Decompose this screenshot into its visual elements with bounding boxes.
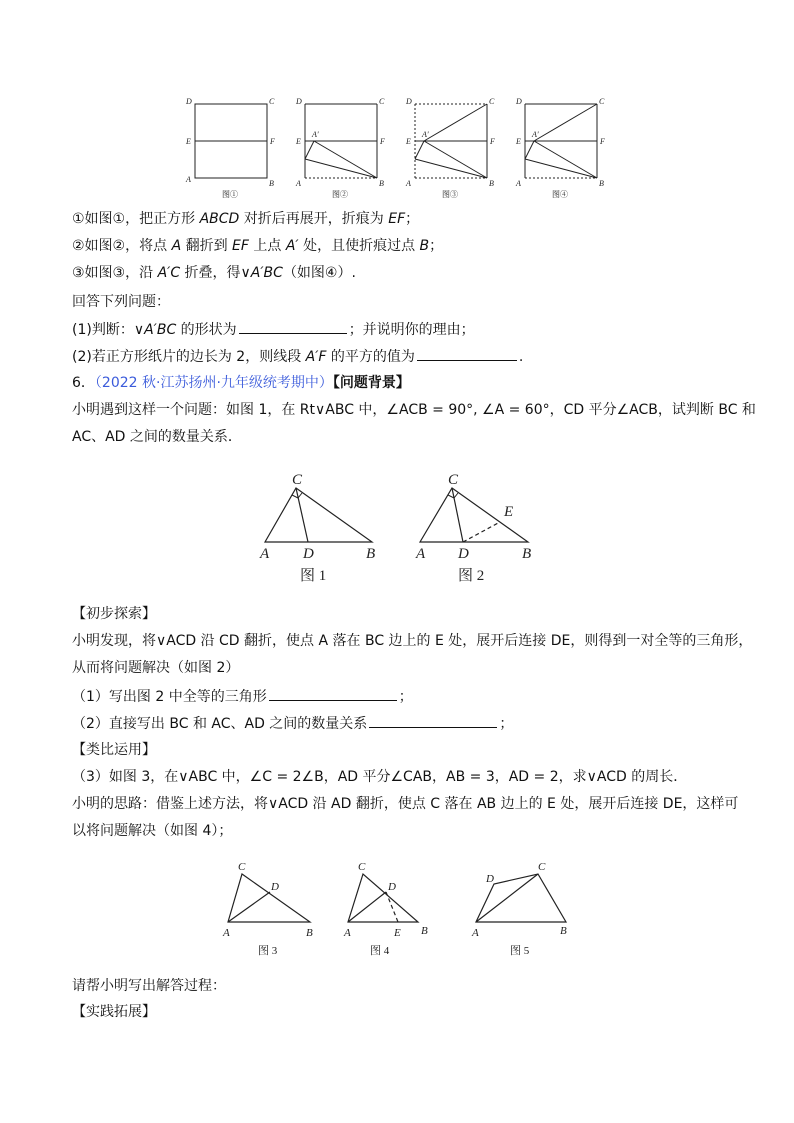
help-text: 请帮小明写出解答过程： (72, 978, 226, 994)
step-2-text-e: 上点 (248, 238, 286, 254)
explore-tag-text: 【初步探索】 (72, 606, 156, 622)
fig-1-triangle (265, 488, 372, 542)
q2-text-b: A′F (305, 349, 327, 365)
fig4-label-b: B (599, 179, 604, 188)
step-3-text-e: （如图④）. (282, 265, 356, 281)
fig1-label-d: D (186, 97, 192, 106)
step-1-text-a: ①如图①，把正方形 (72, 211, 200, 227)
fig-4-label-d: D (388, 881, 396, 893)
analogy-para-3 (72, 821, 232, 841)
practice-tag (72, 1002, 156, 1022)
analogy-para-2-text: 小明的思路：借鉴上述方法，将∨ACD 沿 AD 翻折，使点 C 落在 AB 边上的 E 处，展开后连接 DE，这样可 (72, 796, 739, 812)
fig1-label-a: A (186, 175, 191, 184)
explore-para-2 (72, 658, 239, 678)
fig3-label-a: A (406, 179, 411, 188)
step-2-text-c: 翻折到 (181, 238, 233, 254)
fig-2-label-c: C (448, 472, 459, 488)
square-folding-figures (180, 94, 610, 204)
fig-1-label-c: C (292, 472, 303, 488)
fig-1-bisector (296, 488, 308, 542)
fig-1-label-b: B (366, 546, 376, 562)
step-1-text-d: EF (388, 211, 406, 227)
step-3-text-c: 折叠，得 (180, 265, 241, 281)
fig-2-bisector (452, 488, 463, 542)
explore-para-1 (72, 631, 752, 651)
fig-5-caption: 图 5 (510, 945, 530, 957)
problem-6-header (72, 373, 410, 393)
step-2-text-g: 处，且使折痕过点 (298, 238, 420, 254)
problem-6-para-1-text: 小明遇到这样一个问题：如图 1，在 Rt∨ABC 中，∠ACB = 90°, ∠A = 60°，CD 平分∠ACB，试判断 BC 和 (72, 402, 756, 418)
fig4-label-a: A (516, 179, 521, 188)
fig-3-label-a: A (223, 927, 230, 939)
explore-tag (72, 604, 156, 624)
problem-6-source: （2022 秋·江苏扬州·九年级统考期中） (94, 375, 333, 391)
fig1-label-b: B (269, 179, 274, 188)
fig-4-label-a: A (344, 927, 351, 939)
fig4-label-a-prime: A′ (532, 130, 539, 139)
q1-text-a: (1)判断： (72, 322, 134, 338)
step-3-text-a: ③如图③，沿 (72, 265, 158, 281)
explore-q2 (72, 713, 513, 734)
explore-q1 (72, 686, 413, 707)
questions-intro-text: 回答下列问题： (72, 294, 170, 310)
fig4-label-e: E (516, 137, 521, 146)
fig2-label-a: A (296, 179, 301, 188)
step-1-text-c: 对折后再展开，折痕为 (239, 211, 389, 227)
step-2-text-d: EF (232, 238, 249, 254)
fig-3-label-d: D (271, 881, 279, 893)
problem-6-para-2-text: AC、AD 之间的数量关系． (72, 429, 242, 445)
step-2 (72, 236, 443, 256)
fig2-label-f: F (380, 137, 385, 146)
q2-text-c: 的平方的值为 (326, 349, 415, 365)
fig-4-label-c: C (358, 861, 366, 873)
fig1-label-f: F (270, 137, 275, 146)
fig-4-fold-line (386, 892, 398, 922)
step-2-text-f: A′ (285, 238, 299, 254)
step-3-text-d: ∨A′BC (240, 265, 283, 281)
step-1-text-b: ABCD (199, 211, 240, 227)
fig2-label-b: B (379, 179, 384, 188)
fig2-label-c: C (379, 97, 385, 106)
step-2-text-a: ②如图②，将点 (72, 238, 172, 254)
explore-q2-text: （2）直接写出 BC 和 AC、AD 之间的数量关系 (72, 716, 368, 732)
fig-4-caption: 图 4 (370, 945, 390, 957)
analogy-q3 (72, 767, 687, 787)
fig-5-label-d: D (486, 873, 494, 885)
problem-6-para-2 (72, 427, 242, 447)
fig3-label-e: E (406, 137, 411, 146)
analogy-para-2 (72, 794, 738, 814)
explore-para-1-text: 小明发现，将∨ACD 沿 CD 翻折，使点 A 落在 BC 边上的 E 处，展开后连接 DE，则得到一对全等的三角形， (72, 633, 753, 649)
triangle-figures-3-4-5 (218, 856, 578, 962)
step-1-text-e: ； (405, 211, 420, 227)
explore-q2-blank[interactable] (369, 713, 497, 728)
fig-3-triangle (228, 874, 310, 922)
step-3 (72, 263, 356, 283)
fig-5-label-a: A (472, 927, 479, 939)
fig-2-label-a: A (416, 546, 426, 562)
analogy-q3-text: （3）如图 3，在∨ABC 中，∠C = 2∠B，AD 平分∠CAB，AB = 3，AD = 2，求∨ACD 的周长． (72, 769, 688, 785)
fig-1-label-a: A (260, 546, 270, 562)
fig-5-label-c: C (538, 861, 546, 873)
fig3-label-f: F (490, 137, 495, 146)
fig4-label-f: F (600, 137, 605, 146)
fig-3-caption: 图 3 (258, 945, 278, 957)
problem-6-tag: 【问题背景】 (332, 375, 410, 391)
step-3-text-b: A′C (157, 265, 181, 281)
fig1-caption: 图① (222, 190, 238, 199)
q1-answer-blank[interactable] (239, 319, 347, 334)
step-2-text-b: A (171, 238, 182, 254)
step-2-text-h: B (419, 238, 430, 254)
fig4-label-c: C (599, 97, 605, 106)
fig-3-label-c: C (238, 861, 246, 873)
fig3-label-d: D (406, 97, 412, 106)
question-1 (72, 319, 475, 340)
explore-q2-end: ； (499, 716, 514, 732)
q1-text-d: ；并说明你的理由； (348, 322, 475, 338)
fig2-label-e: E (296, 137, 301, 146)
fig-1-label-d: D (303, 546, 314, 562)
fig-3-label-b: B (306, 927, 313, 939)
fig-2-label-d: D (458, 546, 469, 562)
fig-4-triangle (348, 874, 418, 922)
fig-2-caption: 图 2 (458, 568, 485, 584)
fig3-caption: 图③ (442, 190, 458, 199)
practice-tag-text: 【实践拓展】 (72, 1004, 156, 1020)
fig-4-label-b: B (421, 925, 428, 937)
explore-q1-blank[interactable] (269, 686, 397, 701)
fig-2-label-e: E (504, 504, 514, 520)
help-line (72, 976, 226, 996)
fig1-label-c: C (269, 97, 275, 106)
explore-para-2-text: 从而将问题解决（如图 2） (72, 660, 240, 676)
fig-3-bisector (228, 892, 270, 922)
q1-text-c: 的形状为 (176, 322, 237, 338)
fig-1-caption: 图 1 (300, 568, 327, 584)
analogy-tag-text: 【类比运用】 (72, 742, 156, 758)
fig-4-label-e: E (394, 927, 401, 939)
q2-text-a: (2)若正方形纸片的边长为 2，则线段 (72, 349, 306, 365)
fig3-label-b: B (489, 179, 494, 188)
analogy-para-3-text: 以将问题解决（如图 4）； (72, 823, 233, 839)
q2-answer-blank[interactable] (417, 346, 517, 361)
fig-4-bisector (348, 892, 386, 922)
questions-intro (72, 292, 170, 312)
fig4-caption: 图④ (552, 190, 568, 199)
triangle-figures-1-2 (250, 468, 540, 588)
fig-5-label-b: B (560, 925, 567, 937)
step-1 (72, 209, 419, 229)
q2-text-d: . (518, 349, 524, 365)
fig4-label-d: D (516, 97, 522, 106)
fig3-label-a-prime: A′ (422, 130, 429, 139)
problem-6-number: 6． (72, 375, 95, 391)
fig-2-label-b: B (522, 546, 532, 562)
fig-2-fold-line (463, 522, 500, 542)
explore-q1-text: （1）写出图 2 中全等的三角形 (72, 689, 267, 705)
explore-q1-end: ； (398, 689, 413, 705)
fig2-label-d: D (296, 97, 302, 106)
q1-text-b: ∨A′BC (133, 322, 177, 338)
step-2-text-i: ； (429, 238, 444, 254)
problem-6-para-1 (72, 400, 756, 420)
fig2-label-a-prime: A′ (312, 130, 319, 139)
fig2-caption: 图② (332, 190, 348, 199)
analogy-tag (72, 740, 156, 760)
question-2 (72, 346, 523, 367)
fig1-label-e: E (186, 137, 191, 146)
fig3-label-c: C (489, 97, 495, 106)
